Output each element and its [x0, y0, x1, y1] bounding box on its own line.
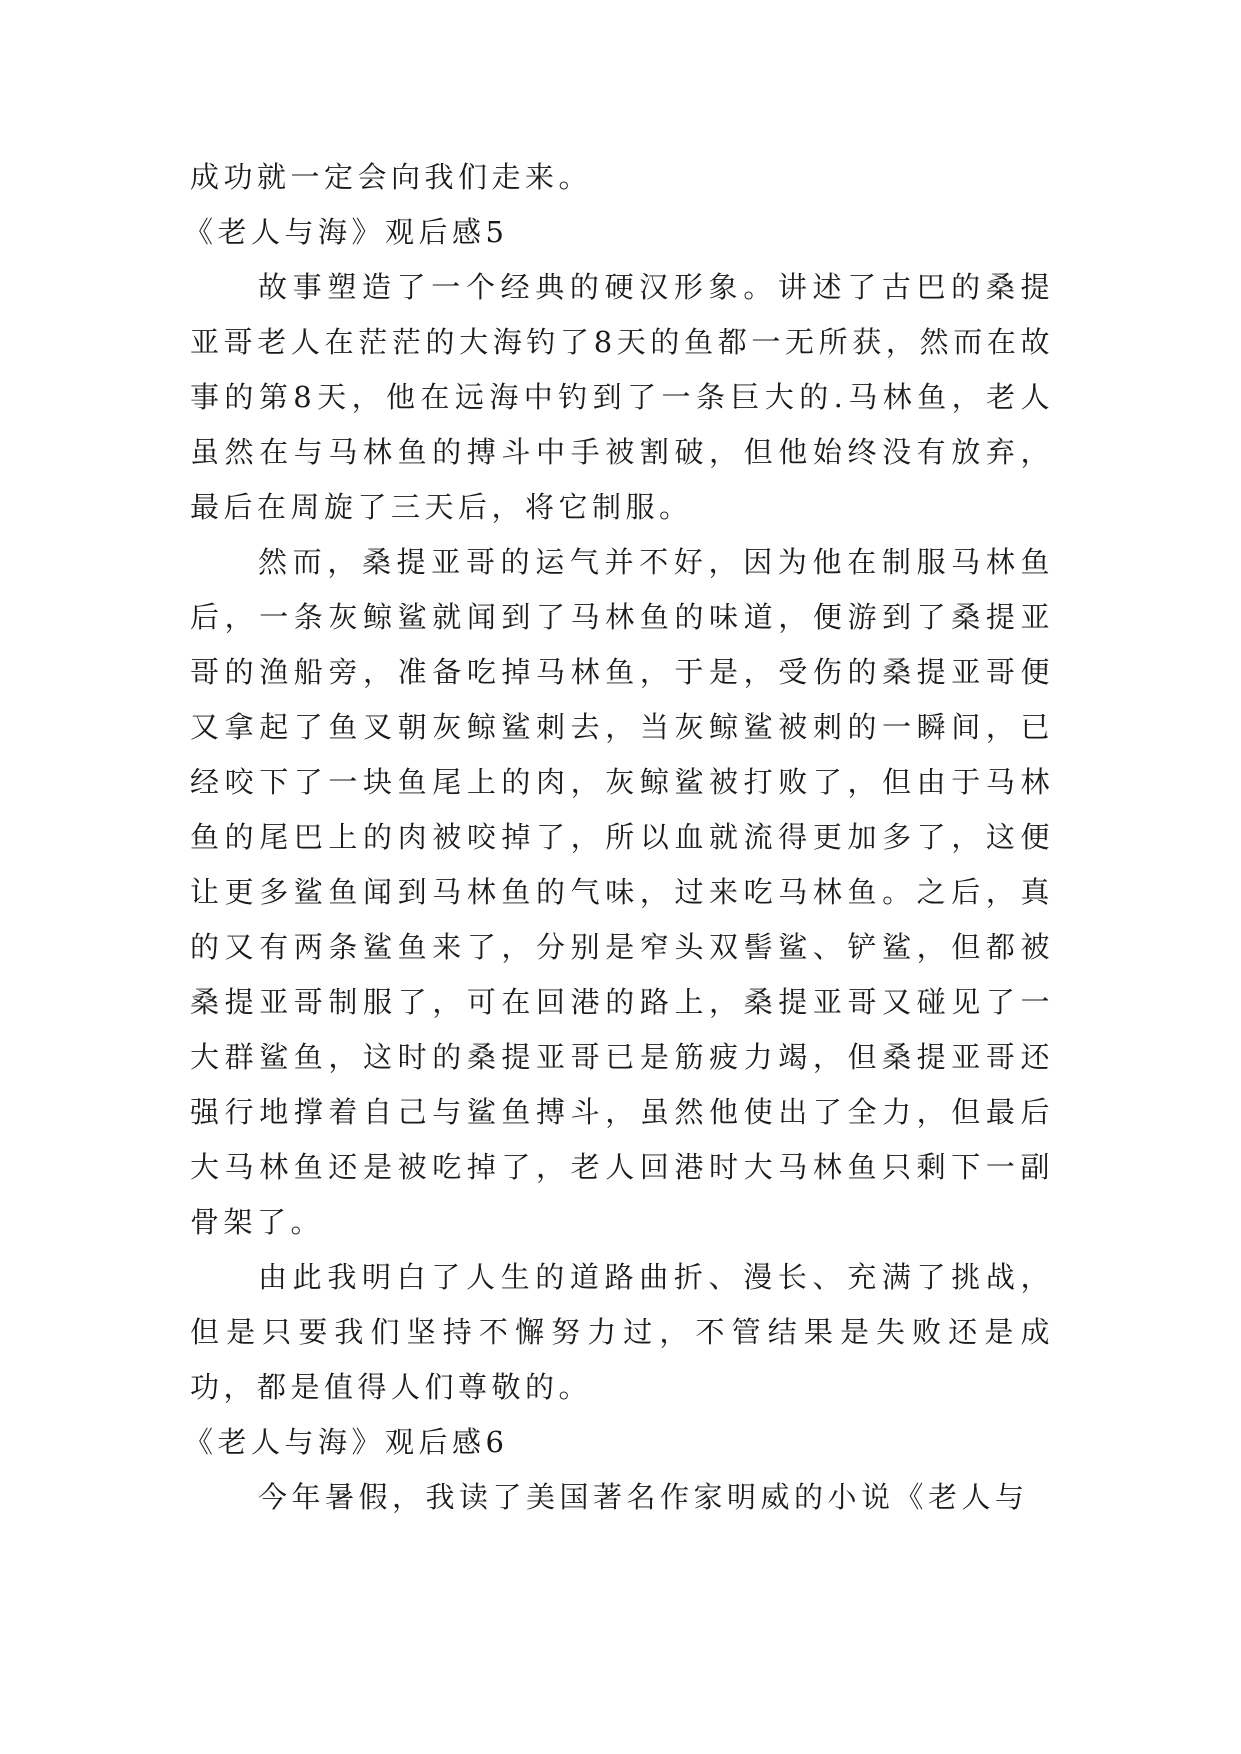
section-6	[184, 1415, 1054, 1525]
document-page	[184, 150, 1054, 1525]
section-heading: 《老人与海》观后感6	[184, 1425, 509, 1459]
section-heading: 《老人与海》观后感5	[184, 215, 509, 249]
section-5	[184, 205, 1054, 1415]
body-paragraph: 然而，桑提亚哥的运气并不好，因为他在制服马林鱼后，一条灰鲸鲨就闻到了马林鱼的味道，便游到了桑提亚哥的渔船旁，准备吃掉马林鱼，于是，受伤的桑提亚哥便又拿起了鱼叉朝灰鲸鲨刺去，当灰鲸鲨被刺的一瞬间，已经咬下了一块鱼尾上的肉，灰鲸鲨被打败了，但由于马林鱼的尾巴上的肉被咬掉了，所以血就流得更加多了，这便让更多鲨鱼闻到马林鱼的气味，过来吃马林鱼。之后，真的又有两条鲨鱼来了，分别是窄头双髻鲨、铲鲨，但都被桑提亚哥制服了，可在回港的路上，桑提亚哥又碰见了一大群鲨鱼，这时的桑提亚哥已是筋疲力竭，但桑提亚哥还强行地撑着自己与鲨鱼搏斗，虽然他使出了全力，但最后大马林鱼还是被吃掉了，老人回港时大马林鱼只剩下一副骨架了。	[190, 545, 1054, 1239]
body-paragraph: 由此我明白了人生的道路曲折、漫长、充满了挑战，但是只要我们坚持不懈努力过，不管结果是失败还是成功，都是值得人们尊敬的。	[190, 1260, 1054, 1404]
body-paragraph: 故事塑造了一个经典的硬汉形象。讲述了古巴的桑提亚哥老人在茫茫的大海钓了8天的鱼都一无所获，然而在故事的第8天，他在远海中钓到了一条巨大的.马林鱼，老人虽然在与马林鱼的搏斗中手被割破，但他始终没有放弃，最后在周旋了三天后，将它制服。	[190, 270, 1054, 524]
body-paragraph: 今年暑假，我读了美国著名作家明威的小说《老人与	[258, 1480, 1029, 1514]
continuation-text: 成功就一定会向我们走来。	[190, 160, 593, 194]
